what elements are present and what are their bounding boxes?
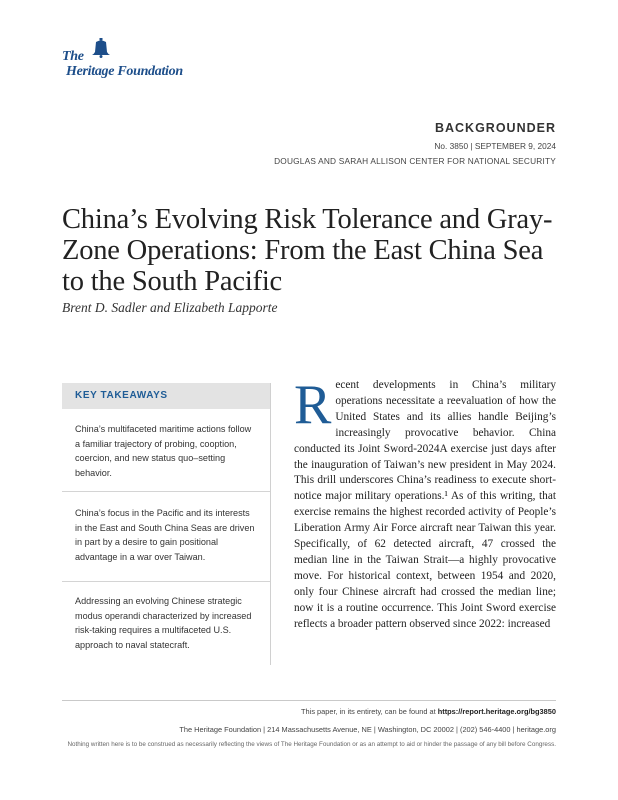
article-body-text: ecent developments in China’s military operations necessitate a reevaluation of how the United States and its allies handle Beijing’s increasingly provocative behavior. China conducted its Joint Sword-2024A exercise just days after the inauguration of Taiwan’s new president in May 2024. This drill underscores China’s readiness to execute short-notice major military operations.¹ As of this writing, that exercise remains the highest recorded activity of People’s Liberation Army Air Force aircraft near Taiwan this year. Specifically, of 62 detected aircraft, 47 crossed the median line in the Taiwan Strait—a highly provocative move. For historical context, between 1954 and 2020, only four Chinese aircraft had crossed the median line; now it is a routine occurrence. This Joint Sword exercise reflects a broader pattern observed since 2022: increased: [294, 379, 556, 630]
research-center: DOUGLAS AND SARAH ALLISON CENTER FOR NATIONAL SECURITY: [274, 156, 556, 166]
footer-disclaimer: Nothing written here is to be construed as necessarily reflecting the views of The Heritage Foundation or as an attempt to aid or hinder the passage of any bill before Congress.: [67, 741, 556, 748]
footer-divider: [62, 700, 556, 701]
footer-report-link-line: [301, 707, 556, 716]
takeaway-text: China’s focus in the Pacific and its interests in the East and South China Seas are driven in part by a desire to gain positional advantage in a war over Taiwan.: [75, 508, 255, 562]
takeaway-text: Addressing an evolving Chinese strategic modus operandi characterized by increased risk-taking requires a multifaceted U.S. approach to naval statecraft.: [75, 596, 252, 650]
takeaway-item: [62, 492, 270, 582]
publication-number-date: No. 3850 | SEPTEMBER 9, 2024: [434, 141, 556, 151]
logo-organization-name: Heritage Foundation: [66, 64, 183, 79]
footer-link-prefix: This paper, in its entirety, can be found at: [301, 707, 438, 716]
takeaway-item: [62, 409, 270, 492]
drop-cap: R: [294, 374, 332, 436]
takeaway-item: [62, 582, 270, 652]
footer-address: The Heritage Foundation | 214 Massachusetts Avenue, NE | Washington, DC 20002 | (202) 546-4400 | heritage.org: [179, 725, 556, 734]
publication-type: BACKGROUNDER: [434, 121, 556, 135]
page-title: China’s Evolving Risk Tolerance and Gray-Zone Operations: From the East China Sea to the South Pacific: [62, 204, 553, 297]
takeaway-text: China’s multifaceted maritime actions follow a familiar trajectory of probing, cooption, coercion, and new status quo–setting behavior.: [75, 424, 252, 478]
key-takeaways-box: [62, 383, 271, 665]
heritage-logo[interactable]: [62, 38, 222, 84]
article-body: [294, 374, 556, 633]
authors: Brent D. Sadler and Elizabeth Lapporte: [62, 300, 278, 315]
report-url-link[interactable]: https://report.heritage.org/bg3850: [437, 707, 556, 716]
logo-the: The: [62, 49, 84, 64]
liberty-bell-icon: [92, 38, 110, 58]
key-takeaways-heading: KEY TAKEAWAYS: [62, 383, 270, 409]
